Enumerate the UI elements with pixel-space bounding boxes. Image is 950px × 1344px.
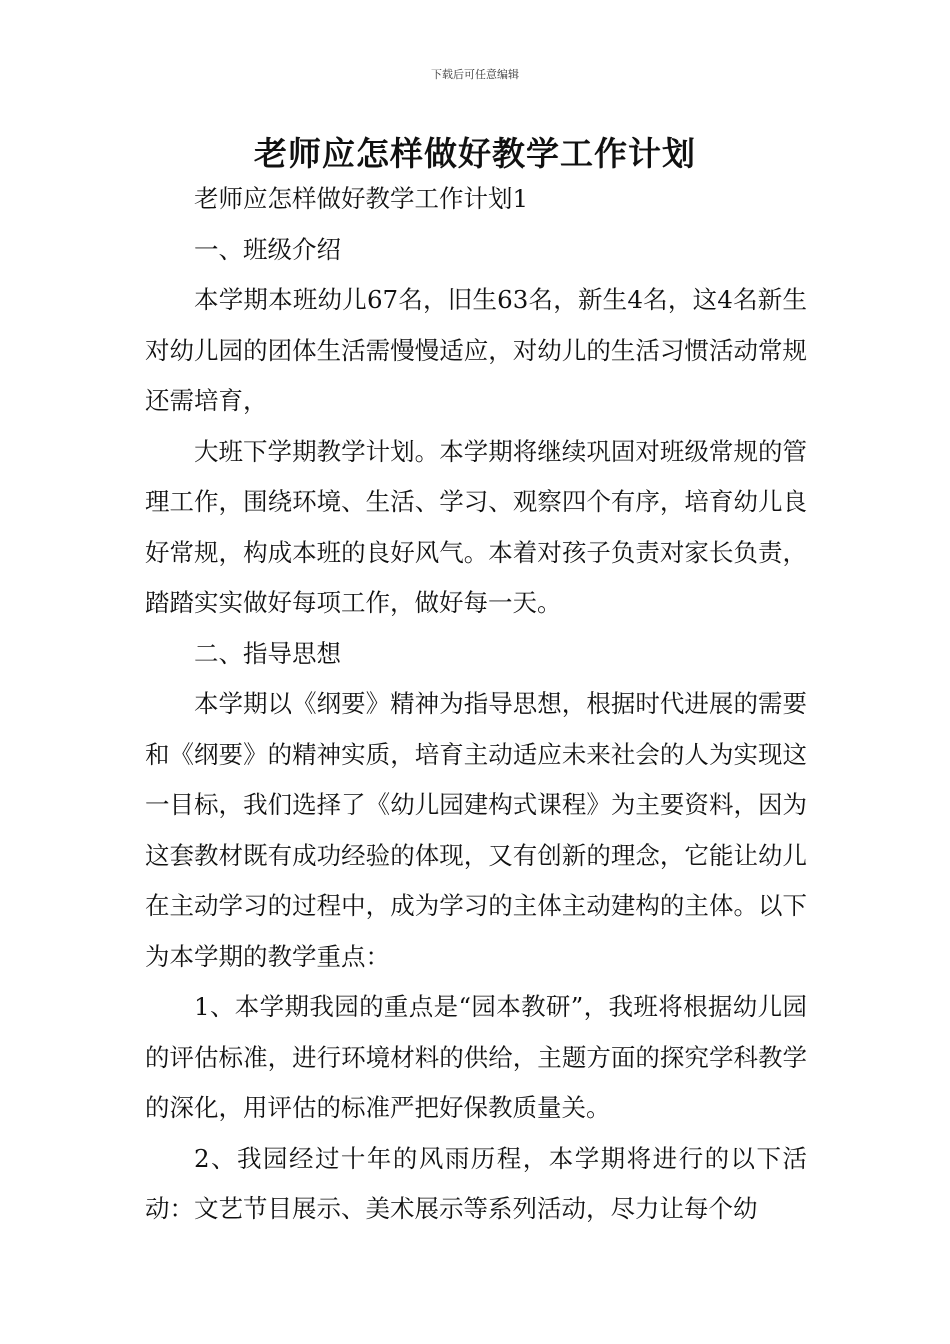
document-body [145,174,807,1235]
header-note: 下载后可任意编辑 [431,68,519,81]
paragraph: 大班下学期教学计划。本学期将继续巩固对班级常规的管理工作，围绕环境、生活、学习、观察四个有序，培育幼儿良好常规，构成本班的良好风气。本着对孩子负责对家长负责，踏踏实实做好每项工作，做好每一天。 [145,436,807,617]
paragraph-heading-class-intro: 一、班级介绍 [194,234,341,264]
paragraph: 本学期本班幼儿67名，旧生63名，新生4名，这4名新生对幼儿园的团体生活需慢慢适应，对幼儿的生活习惯活动常规还需培育， [145,285,807,415]
paragraph: 2、我园经过十年的风雨历程，本学期将进行的以下活动：文艺节目展示、美术展示等系列活动，尽力让每个幼 [145,1143,807,1223]
paragraph-heading-guiding-ideology: 二、指导思想 [194,638,341,668]
document-title: 老师应怎样做好教学工作计划 [254,134,696,173]
paragraph: 本学期以《纲要》精神为指导思想，根据时代进展的需要和《纲要》的精神实质，培育主动适应未来社会的人为实现这一目标，我们选择了《幼儿园建构式课程》为主要资料，因为这套教材既有成功经验的体现，又有创新的理念，它能让幼儿在主动学习的过程中，成为学习的主体主动建构的主体。以下为本学期的教学重点： [145,689,807,971]
paragraph-subtitle: 老师应怎样做好教学工作计划1 [194,184,529,213]
paragraph: 1、本学期我园的重点是“园本教研”，我班将根据幼儿园的评估标准，进行环境材料的供给，主题方面的探究学科教学的深化，用评估的标准严把好保教质量关。 [145,992,807,1122]
